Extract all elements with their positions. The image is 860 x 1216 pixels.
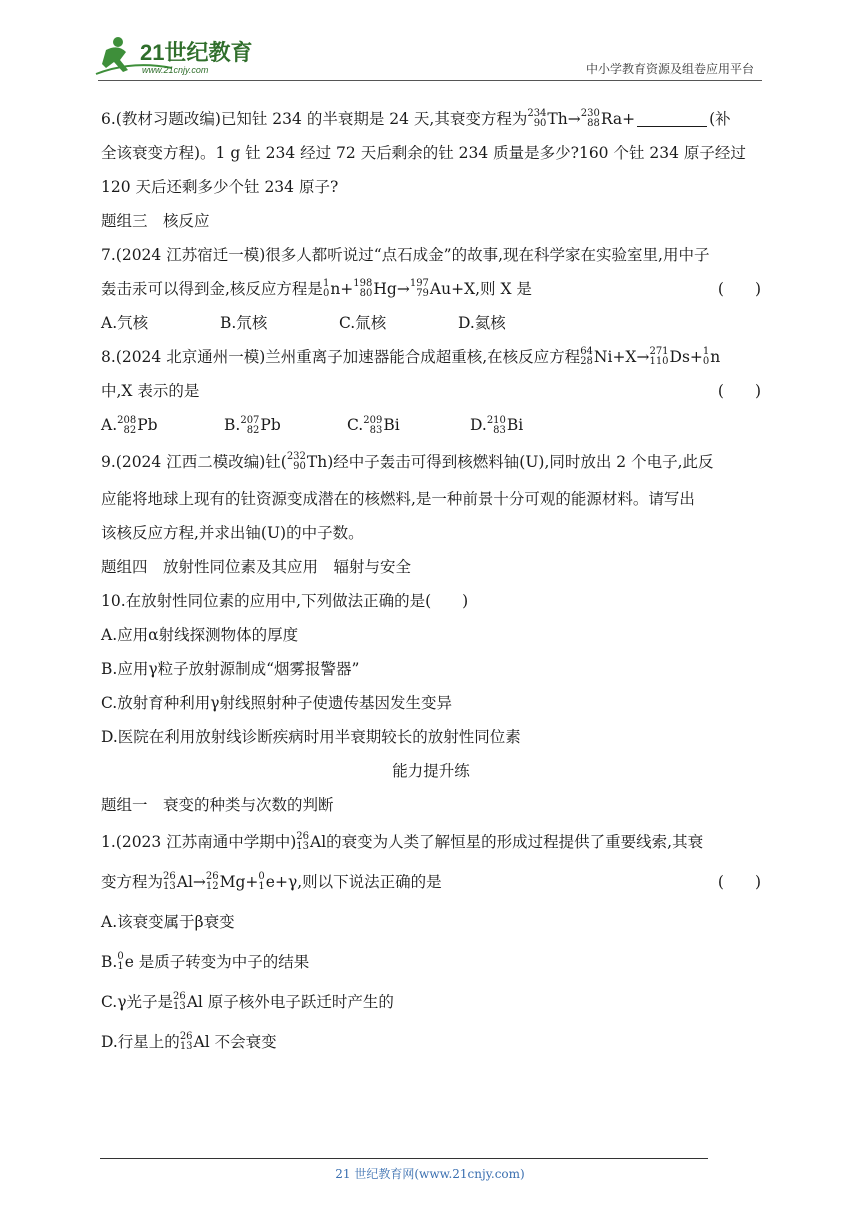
option-d: D. 210 83 Bi (470, 414, 524, 436)
group-heading-4: 题组四 放射性同位素及其应用 辐射与安全 (101, 557, 412, 576)
option-c: C.放射育种利用γ射线照射种子使遗传基因发生变异 (101, 693, 452, 712)
logo-url: www.21cnjy.com (142, 65, 209, 75)
q7-line-1: 7.(2024 江苏宿迁一模)很多人都听说过“点石成金”的故事,现在科学家在实验室里,用中子 (101, 245, 710, 264)
option-a: A.该衰变属于β衰变 (101, 912, 235, 931)
option-d: D.行星上的 26 13 Al 不会衰变 (101, 1031, 277, 1052)
q1-line-1: 1.(2023 江苏南通中学期中) 26 13 Al 的衰变为人类了解恒星的形成过程提供了重要线索,其衰 (101, 831, 704, 852)
answer-paren: ( ) (717, 381, 761, 400)
q1-line-2: 变方程为 26 13 Al→ 26 12 Mg+ 0 1 e+γ,则以下说法正确的是 ( ) (101, 862, 761, 902)
q9-line-3: 该核反应方程,并求出铀(U)的中子数。 (101, 523, 364, 542)
option-a: A. 208 82 Pb (101, 414, 158, 436)
q6-line-1: 6.(教材习题改编)已知钍 234 的半衰期是 24 天,其衰变方程为 234 90 Th→ 230 88 Ra+ (补 (101, 108, 731, 129)
q8-line-2: 中,X 表示的是 ( ) (101, 374, 761, 408)
answer-paren: ( ) (717, 279, 761, 298)
option-b: B.应用γ粒子放射源制成“烟雾报警器” (101, 659, 360, 678)
section-title: 能力提升练 (392, 761, 470, 780)
option-a: A.氕核 (101, 313, 149, 332)
q9-line-1: 9.(2024 江西二模改编)钍( 232 90 Th) 经中子轰击可得到核燃料铀(U),同时放出 2 个电子,此反 (101, 451, 714, 472)
footer-link[interactable]: 21 世纪教育网(www.21cnjy.com) (335, 1167, 525, 1181)
q7-line-2: 轰击汞可以得到金,核反应方程是 1 0 n+ 198 80 Hg→ 197 79 Au+X,则 X 是 ( ) (101, 272, 761, 306)
header-divider (98, 80, 762, 81)
q6-line-2: 全该衰变方程)。1 g 钍 234 经过 72 天后剩余的钍 234 质量是多少?160 个钍 234 原子经过 (101, 143, 746, 162)
option-c: C.γ光子是 26 13 Al 原子核外电子跃迁时产生的 (101, 991, 394, 1012)
q6-line-3: 120 天后还剩多少个钍 234 原子? (101, 177, 339, 196)
platform-name: 中小学教育资源及组卷应用平台 (585, 62, 754, 76)
q9-line-2: 应能将地球上现有的钍资源变成潜在的核燃料,是一种前景十分可观的能源材料。请写出 (101, 489, 695, 508)
q8-line-1: 8.(2024 北京通州一模)兰州重离子加速器能合成超重核,在核反应方程 64 28 Ni+X→ 271 110 Ds+ 1 0 n (101, 346, 721, 367)
group-heading-1: 题组一 衰变的种类与次数的判断 (101, 795, 334, 814)
option-a: A.应用α射线探测物体的厚度 (101, 625, 299, 644)
option-d: D.氦核 (458, 313, 506, 332)
option-b: B. 207 82 Pb (224, 414, 281, 436)
answer-blank (637, 112, 707, 127)
logo-text: 21世纪教育 (140, 40, 253, 65)
option-d: D.医院在利用放射线诊断疾病时用半衰期较长的放射性同位素 (101, 727, 521, 746)
option-b: B.氘核 (220, 313, 268, 332)
option-b: B. 0 1 e 是质子转变为中子的结果 (101, 951, 310, 972)
q10-stem: 10.在放射性同位素的应用中,下列做法正确的是( ) (101, 591, 469, 610)
option-c: C. 209 83 Bi (347, 414, 400, 436)
q7-options (101, 306, 761, 340)
q8-options (101, 408, 761, 442)
document-body (101, 102, 761, 1062)
option-c: C.氚核 (339, 313, 387, 332)
footer-divider (100, 1158, 708, 1159)
group-heading-3: 题组三 核反应 (101, 211, 210, 230)
site-logo (92, 30, 262, 80)
answer-paren: ( ) (717, 872, 761, 891)
